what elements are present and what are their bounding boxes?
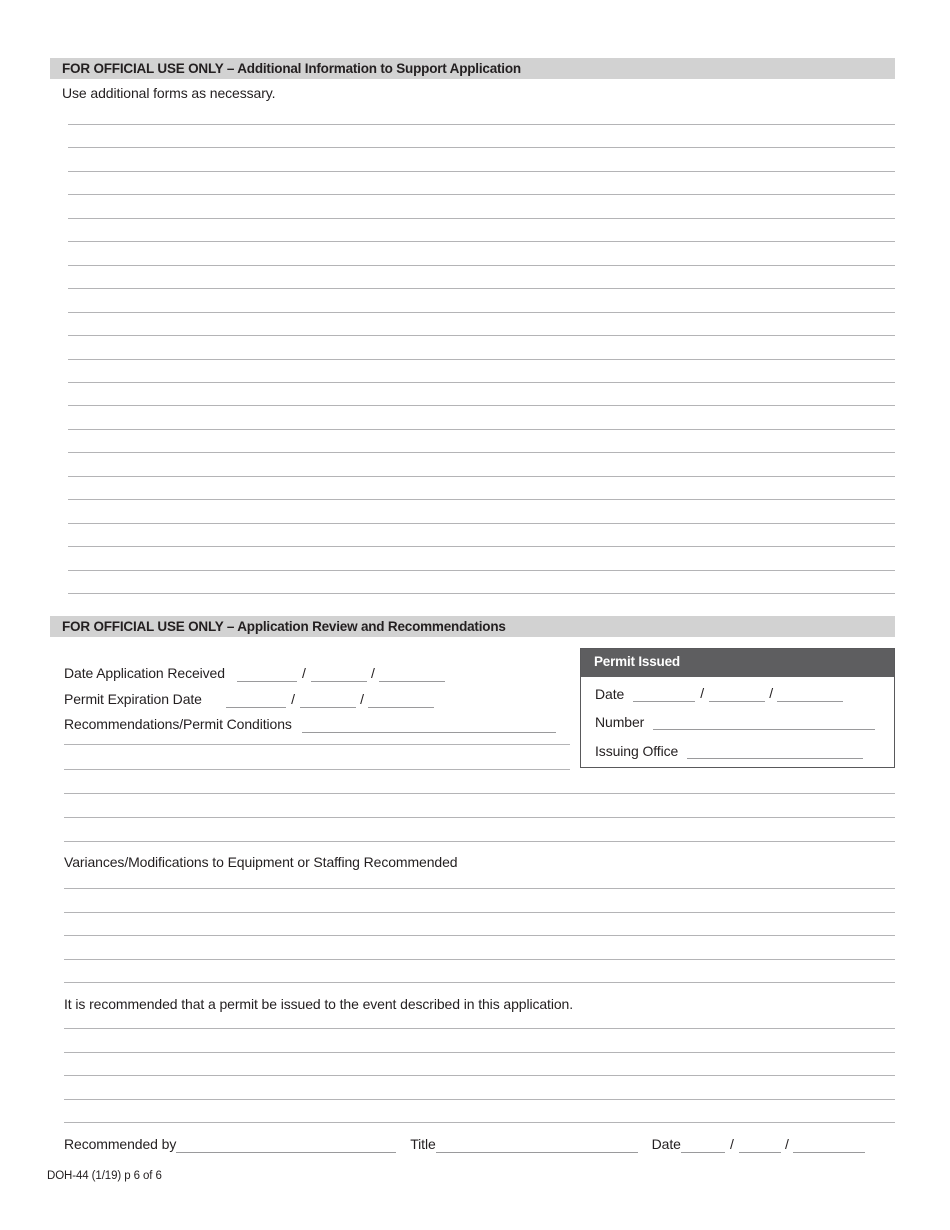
date-application-received-month-input[interactable] [237, 667, 297, 682]
permit-issued-office-input[interactable] [687, 744, 863, 759]
permit-date-separator-2: / [769, 685, 774, 701]
permit-issued-header [581, 649, 894, 677]
review-line-2[interactable] [64, 817, 895, 818]
recommendation-line-3[interactable] [64, 1075, 895, 1076]
additional-info-line-13[interactable] [68, 405, 895, 406]
additional-info-instruction: Use additional forms as necessary. [62, 85, 276, 101]
variances-line-1[interactable] [64, 888, 895, 889]
permit-issued-box [580, 648, 895, 768]
permit-issued-date-day-input[interactable] [709, 687, 765, 702]
additional-info-line-16[interactable] [68, 476, 895, 477]
permit-expiration-date-row [64, 691, 434, 708]
permit-issued-number-input[interactable] [653, 715, 875, 730]
permit-issued-header-label: Permit Issued [594, 654, 680, 669]
date-application-received-year-input[interactable] [379, 667, 445, 682]
permit-issued-office-row [595, 743, 863, 759]
recommendation-statement: It is recommended that a permit be issued to the event described in this application. [64, 996, 574, 1012]
recommendations-permit-conditions-row [64, 716, 556, 733]
date-separator-3: / [291, 691, 295, 707]
permit-expiration-date-label: Permit Expiration Date [64, 691, 202, 707]
section-header-application-review-label: FOR OFFICIAL USE ONLY – Application Review and Recommendations [62, 619, 506, 634]
additional-info-line-10[interactable] [68, 335, 895, 336]
additional-info-line-15[interactable] [68, 452, 895, 453]
date-application-received-label: Date Application Received [64, 665, 225, 681]
recommendation-line-5[interactable] [64, 1122, 895, 1123]
section-header-application-review [50, 616, 895, 637]
date-application-received-row [64, 665, 445, 682]
recommendations-line-3[interactable] [64, 769, 570, 770]
variances-line-4[interactable] [64, 959, 895, 960]
recommended-by-label: Recommended by [64, 1136, 177, 1152]
additional-info-line-2[interactable] [68, 147, 895, 148]
variances-modifications-label: Variances/Modifications to Equipment or Staffing Recommended [64, 854, 458, 870]
additional-info-line-14[interactable] [68, 429, 895, 430]
additional-info-line-9[interactable] [68, 312, 895, 313]
recommendations-permit-conditions-label: Recommendations/Permit Conditions [64, 716, 292, 732]
permit-expiration-month-input[interactable] [226, 693, 286, 708]
signature-date-separator-2: / [784, 1136, 789, 1152]
permit-issued-date-year-input[interactable] [777, 687, 843, 702]
recommendations-line-2[interactable] [64, 744, 570, 745]
date-application-received-day-input[interactable] [311, 667, 367, 682]
additional-info-line-1[interactable] [68, 124, 895, 125]
permit-expiration-year-input[interactable] [368, 693, 434, 708]
additional-info-line-6[interactable] [68, 241, 895, 242]
additional-info-line-3[interactable] [68, 171, 895, 172]
additional-info-line-18[interactable] [68, 523, 895, 524]
signature-date-year-input[interactable] [793, 1138, 865, 1153]
signature-date-label: Date [651, 1136, 681, 1152]
variances-line-3[interactable] [64, 935, 895, 936]
additional-info-line-8[interactable] [68, 288, 895, 289]
permit-issued-office-label: Issuing Office [595, 743, 679, 759]
additional-info-line-12[interactable] [68, 382, 895, 383]
date-separator-2: / [371, 665, 375, 681]
variances-line-5[interactable] [64, 982, 895, 983]
document-footer: DOH-44 (1/19) p 6 of 6 [47, 1170, 162, 1182]
review-line-3[interactable] [64, 841, 895, 842]
date-separator-4: / [360, 691, 364, 707]
recommendation-line-2[interactable] [64, 1052, 895, 1053]
additional-info-line-7[interactable] [68, 265, 895, 266]
permit-expiration-day-input[interactable] [300, 693, 356, 708]
signature-row [64, 1136, 865, 1153]
recommendations-permit-conditions-input[interactable] [302, 718, 556, 733]
recommendation-line-4[interactable] [64, 1099, 895, 1100]
section-header-additional-information [50, 58, 895, 79]
signature-date-separator-1: / [729, 1136, 734, 1152]
additional-info-line-11[interactable] [68, 359, 895, 360]
signature-title-label: Title [410, 1136, 436, 1152]
additional-info-line-5[interactable] [68, 218, 895, 219]
permit-date-separator-1: / [700, 685, 705, 701]
date-separator-1: / [302, 665, 306, 681]
signature-date-month-input[interactable] [681, 1138, 725, 1153]
additional-info-line-17[interactable] [68, 499, 895, 500]
additional-info-line-19[interactable] [68, 546, 895, 547]
review-line-1[interactable] [64, 793, 895, 794]
recommended-by-input[interactable] [176, 1138, 396, 1153]
additional-info-line-20[interactable] [68, 570, 895, 571]
variances-line-2[interactable] [64, 912, 895, 913]
signature-title-input[interactable] [436, 1138, 638, 1153]
additional-info-line-4[interactable] [68, 194, 895, 195]
permit-issued-date-row [595, 685, 843, 702]
section-header-additional-information-label: FOR OFFICIAL USE ONLY – Additional Information to Support Application [62, 61, 521, 76]
permit-issued-date-month-input[interactable] [633, 687, 695, 702]
recommendation-line-1[interactable] [64, 1028, 895, 1029]
permit-issued-number-label: Number [595, 714, 645, 730]
permit-issued-date-label: Date [595, 686, 625, 702]
signature-date-day-input[interactable] [739, 1138, 781, 1153]
permit-issued-number-row [595, 714, 875, 730]
additional-info-line-21[interactable] [68, 593, 895, 594]
